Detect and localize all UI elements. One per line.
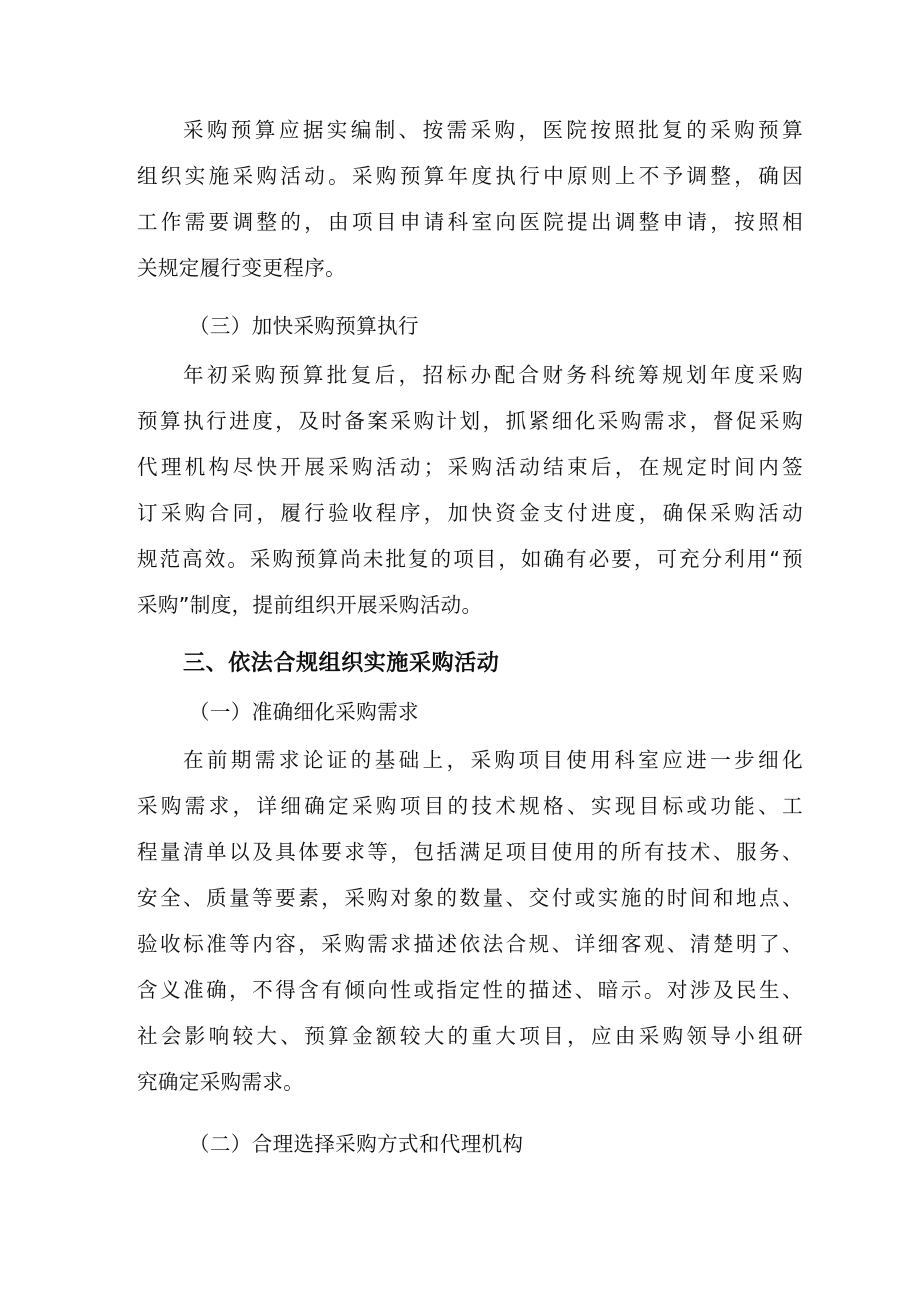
paragraph-line: 订采购合同，履行验收程序，加快资金支付进度，确保采购活动 <box>137 501 803 525</box>
paragraph-line: 预算执行进度，及时备案采购计划，抓紧细化采购需求，督促采购 <box>137 409 803 433</box>
paragraph-line: 年初采购预算批复后，招标办配合财务科统筹规划年度采购 <box>183 363 803 387</box>
paragraph-line: 安全、质量等要素，采购对象的数量、交付或实施的时间和地点、 <box>137 886 803 910</box>
paragraph-line: 组织实施采购活动。采购预算年度执行中原则上不予调整，确因 <box>137 164 803 188</box>
paragraph-line: 在前期需求论证的基础上，采购项目使用科室应进一步细化 <box>183 748 803 772</box>
paragraph-line: 社会影响较大、预算金额较大的重大项目，应由采购领导小组研 <box>137 1024 803 1048</box>
paragraph-line: 验收标准等内容，采购需求描述依法合规、详细客观、清楚明了、 <box>137 932 803 956</box>
subheading-speed-up-budget-execution: （三）加快采购预算执行 <box>189 314 419 338</box>
subheading-refine-requirements: （一）准确细化采购需求 <box>189 700 419 724</box>
paragraph-line: 采购”制度，提前组织开展采购活动。 <box>137 593 483 617</box>
paragraph-line: 工作需要调整的，由项目申请科室向医院提出调整申请，按照相 <box>137 210 803 234</box>
paragraph-line: 究确定采购需求。 <box>137 1070 305 1094</box>
paragraph-budget-preparation <box>137 107 803 291</box>
paragraph-procurement-requirements <box>137 737 803 1105</box>
paragraph-line: 采购预算应据实编制、按需采购，医院按照批复的采购预算 <box>183 118 803 142</box>
paragraph-line: 规范高效。采购预算尚未批复的项目，如确有必要，可充分利用“预 <box>137 547 803 571</box>
section-heading-compliant-procurement: 三、依法合规组织实施采购活动 <box>183 651 500 676</box>
paragraph-line: 代理机构尽快开展采购活动；采购活动结束后，在规定时间内签 <box>137 455 803 479</box>
paragraph-line: 含义准确，不得含有倾向性或指定性的描述、暗示。对涉及民生、 <box>137 978 803 1002</box>
paragraph-line: 采购需求，详细确定采购项目的技术规格、实现目标或功能、工 <box>137 794 803 818</box>
paragraph-budget-execution <box>137 352 803 628</box>
paragraph-line: 程量清单以及具体要求等，包括满足项目使用的所有技术、服务、 <box>137 840 803 864</box>
subheading-choose-method-and-agency: （二）合理选择采购方式和代理机构 <box>189 1132 524 1156</box>
paragraph-line: 关规定履行变更程序。 <box>137 256 346 280</box>
